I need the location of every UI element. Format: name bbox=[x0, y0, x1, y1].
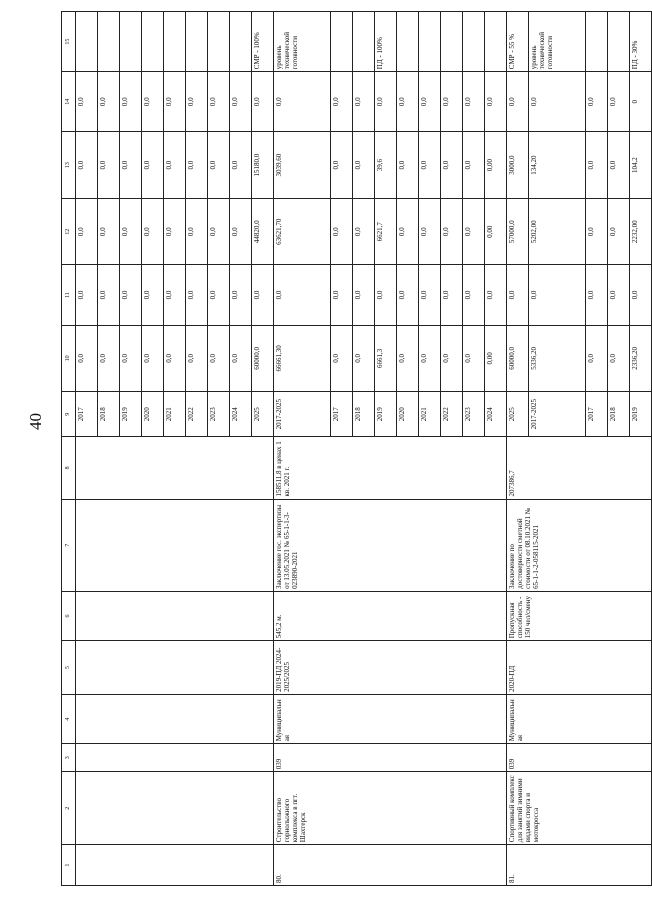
value-cell: 0,0 bbox=[142, 325, 164, 392]
value-cell: 63621,70 bbox=[274, 198, 331, 265]
year-cell: 2020 bbox=[397, 392, 419, 437]
value-cell: 0,0 bbox=[463, 325, 485, 392]
value-cell: 0,0 bbox=[331, 198, 353, 265]
value-cell: 0,0 bbox=[208, 198, 230, 265]
value-cell: 0,0 bbox=[463, 265, 485, 325]
value-cell: 0,0 bbox=[98, 265, 120, 325]
value-cell: 6621,7 bbox=[375, 198, 397, 265]
value-cell: 0,0 bbox=[586, 325, 608, 392]
value-cell: 3000,0 bbox=[507, 132, 529, 199]
value-cell: 0,0 bbox=[208, 72, 230, 132]
value-cell: 0,0 bbox=[164, 325, 186, 392]
note-cell bbox=[397, 12, 419, 72]
value-cell: 0,0 bbox=[98, 325, 120, 392]
value-cell: 0,0 bbox=[608, 198, 630, 265]
value-cell: 0,0 bbox=[353, 325, 375, 392]
project-80-cost: 158511,8 в ценах 1 кв. 2021 г. bbox=[274, 437, 507, 499]
value-cell: 0,0 bbox=[274, 265, 331, 325]
value-cell: 3039,60 bbox=[274, 132, 331, 199]
value-cell: 0,0 bbox=[142, 72, 164, 132]
column-header: 8 bbox=[62, 437, 76, 499]
value-cell: 0,0 bbox=[375, 265, 397, 325]
year-cell: 2018 bbox=[98, 392, 120, 437]
value-cell: 0,0 bbox=[485, 72, 507, 132]
value-cell: 0,0 bbox=[375, 72, 397, 132]
value-cell: 0,0 bbox=[120, 325, 142, 392]
value-cell: 0,0 bbox=[76, 265, 98, 325]
column-header: 5 bbox=[62, 641, 76, 695]
value-cell: 0,0 bbox=[397, 198, 419, 265]
value-cell: 60000,0 bbox=[507, 325, 529, 392]
project-80-name: Строительство горнолыжного комплекса в пгт. Шахтерск bbox=[274, 772, 507, 845]
year-cell: 2019 bbox=[630, 392, 652, 437]
column-header: 6 bbox=[62, 591, 76, 640]
value-cell: 0,0 bbox=[208, 132, 230, 199]
year-cell: 2017 bbox=[76, 392, 98, 437]
value-cell: 0,0 bbox=[397, 72, 419, 132]
project-80-doc: Заключение гос. экспертизы от 13.05.2021 № 65-1-1-3-023890-2021 bbox=[274, 499, 507, 591]
value-cell: 0,0 bbox=[142, 132, 164, 199]
value-cell: 0,0 bbox=[230, 72, 252, 132]
empty-cell bbox=[76, 499, 274, 591]
table-row bbox=[507, 12, 529, 886]
value-cell: 0,0 bbox=[186, 72, 208, 132]
table-row bbox=[76, 12, 98, 886]
note-cell bbox=[208, 12, 230, 72]
value-cell: 0,0 bbox=[419, 72, 441, 132]
value-cell: 0,0 bbox=[441, 132, 463, 199]
year-cell: 2024 bbox=[230, 392, 252, 437]
value-cell: 0,0 bbox=[120, 198, 142, 265]
year-cell: 2020 bbox=[142, 392, 164, 437]
value-cell: 0,0 bbox=[441, 198, 463, 265]
value-cell: 0,0 bbox=[507, 265, 529, 325]
value-cell: 0,0 bbox=[485, 265, 507, 325]
note-cell bbox=[463, 12, 485, 72]
empty-cell bbox=[76, 845, 274, 886]
value-cell: 0,0 bbox=[230, 132, 252, 199]
value-cell: 0,0 bbox=[353, 132, 375, 199]
value-cell: 0,0 bbox=[186, 265, 208, 325]
value-cell: 0,0 bbox=[76, 325, 98, 392]
value-cell: 0,0 bbox=[441, 265, 463, 325]
note-cell bbox=[230, 12, 252, 72]
note-cell bbox=[164, 12, 186, 72]
empty-cell bbox=[76, 437, 274, 499]
value-cell: 0,0 bbox=[331, 132, 353, 199]
note-cell: уровень технической готовности bbox=[529, 12, 586, 72]
value-cell: 0,0 bbox=[353, 198, 375, 265]
value-cell: 66661,30 bbox=[274, 325, 331, 392]
year-cell: 2017-2025 bbox=[529, 392, 586, 437]
value-cell: 6661,3 bbox=[375, 325, 397, 392]
note-cell bbox=[76, 12, 98, 72]
value-cell: 0,0 bbox=[230, 198, 252, 265]
column-header: 14 bbox=[62, 72, 76, 132]
column-header: 15 bbox=[62, 12, 76, 72]
value-cell: 0,0 bbox=[353, 265, 375, 325]
column-header: 13 bbox=[62, 132, 76, 199]
value-cell: 0,0 bbox=[164, 72, 186, 132]
note-cell bbox=[186, 12, 208, 72]
table-row bbox=[274, 12, 331, 886]
project-80-code: 039 bbox=[274, 744, 507, 772]
column-header: 10 bbox=[62, 325, 76, 392]
value-cell: 0,0 bbox=[331, 265, 353, 325]
value-cell: 0,0 bbox=[419, 265, 441, 325]
project-81-cost: 207386,7 bbox=[507, 437, 652, 499]
empty-cell bbox=[76, 772, 274, 845]
project-81-name: Спортивный комплекс для занятий зимними видами спорта и мотокросса bbox=[507, 772, 652, 845]
year-cell: 2018 bbox=[608, 392, 630, 437]
year-cell: 2021 bbox=[419, 392, 441, 437]
column-header: 3 bbox=[62, 744, 76, 772]
empty-cell bbox=[76, 641, 274, 695]
value-cell: 0,0 bbox=[252, 72, 274, 132]
value-cell: 0,0 bbox=[76, 198, 98, 265]
year-cell: 2017 bbox=[586, 392, 608, 437]
column-header: 12 bbox=[62, 198, 76, 265]
value-cell: 0,0 bbox=[142, 198, 164, 265]
value-cell: 0,00 bbox=[485, 132, 507, 199]
value-cell: 0,0 bbox=[463, 72, 485, 132]
value-cell: 0,0 bbox=[142, 265, 164, 325]
value-cell: 0,0 bbox=[76, 72, 98, 132]
value-cell: 0,0 bbox=[353, 72, 375, 132]
value-cell: 15180,0 bbox=[252, 132, 274, 199]
column-header: 4 bbox=[62, 694, 76, 743]
value-cell: 0,0 bbox=[608, 132, 630, 199]
value-cell: 0,0 bbox=[331, 72, 353, 132]
value-cell: 0,0 bbox=[120, 132, 142, 199]
value-cell: 0,0 bbox=[164, 132, 186, 199]
value-cell: 60000,0 bbox=[252, 325, 274, 392]
value-cell: 0,00 bbox=[485, 198, 507, 265]
project-80-owner: Муниципальная bbox=[274, 694, 507, 743]
value-cell: 0,0 bbox=[186, 198, 208, 265]
value-cell: 0,0 bbox=[586, 265, 608, 325]
project-80-capacity: 545,2 м. bbox=[274, 591, 507, 640]
year-cell: 2019 bbox=[120, 392, 142, 437]
value-cell: 0,0 bbox=[463, 198, 485, 265]
value-cell: 0,0 bbox=[164, 198, 186, 265]
value-cell: 39,6 bbox=[375, 132, 397, 199]
project-81-doc: Заключение по достоверности сметной стоимости от 08.10.2021 № 65-1-1-2-058115-2021 bbox=[507, 499, 652, 591]
value-cell: 0,0 bbox=[463, 132, 485, 199]
note-cell bbox=[353, 12, 375, 72]
value-cell: 0,0 bbox=[441, 325, 463, 392]
value-cell: 0,0 bbox=[529, 72, 586, 132]
note-cell bbox=[142, 12, 164, 72]
column-header: 7 bbox=[62, 499, 76, 591]
value-cell: 0,0 bbox=[98, 132, 120, 199]
rotated-table-wrapper bbox=[61, 11, 639, 886]
value-cell: 2336,20 bbox=[630, 325, 652, 392]
project-80-n: 80. bbox=[274, 845, 507, 886]
project-81-capacity: Пропускная способность - 150 чел/смену bbox=[507, 591, 652, 640]
year-cell: 2023 bbox=[208, 392, 230, 437]
value-cell: 0,0 bbox=[529, 265, 586, 325]
note-cell bbox=[608, 12, 630, 72]
empty-cell bbox=[76, 694, 274, 743]
year-cell: 2022 bbox=[186, 392, 208, 437]
value-cell: 0,0 bbox=[230, 265, 252, 325]
value-cell: 0,0 bbox=[586, 198, 608, 265]
year-cell: 2023 bbox=[463, 392, 485, 437]
project-81-period: 2020-ПД bbox=[507, 641, 652, 695]
value-cell: 5336,20 bbox=[529, 325, 586, 392]
year-cell: 2025 bbox=[507, 392, 529, 437]
value-cell: 104,2 bbox=[630, 132, 652, 199]
value-cell: 0,0 bbox=[507, 72, 529, 132]
note-cell bbox=[120, 12, 142, 72]
value-cell: 0,0 bbox=[164, 265, 186, 325]
value-cell: 0,0 bbox=[230, 325, 252, 392]
value-cell: 0,0 bbox=[441, 72, 463, 132]
column-header: 1 bbox=[62, 845, 76, 886]
value-cell: 44820,0 bbox=[252, 198, 274, 265]
empty-cell bbox=[76, 744, 274, 772]
value-cell: 0,0 bbox=[208, 325, 230, 392]
value-cell: 0,0 bbox=[186, 132, 208, 199]
value-cell: 0,0 bbox=[397, 265, 419, 325]
value-cell: 0,0 bbox=[98, 72, 120, 132]
note-cell bbox=[586, 12, 608, 72]
year-cell: 2019 bbox=[375, 392, 397, 437]
column-number-row bbox=[62, 12, 76, 886]
note-cell: уровень технической готовности bbox=[274, 12, 331, 72]
note-cell bbox=[419, 12, 441, 72]
year-cell: 2025 bbox=[252, 392, 274, 437]
value-cell: 0,0 bbox=[397, 132, 419, 199]
value-cell: 0,0 bbox=[98, 198, 120, 265]
value-cell: 0,0 bbox=[76, 132, 98, 199]
column-header: 11 bbox=[62, 265, 76, 325]
note-cell bbox=[485, 12, 507, 72]
value-cell: 0,0 bbox=[608, 72, 630, 132]
value-cell: 134,20 bbox=[529, 132, 586, 199]
page-number: 40 bbox=[26, 413, 45, 430]
value-cell: 0,0 bbox=[608, 325, 630, 392]
year-cell: 2021 bbox=[164, 392, 186, 437]
value-cell: 0 bbox=[630, 72, 652, 132]
column-header: 2 bbox=[62, 772, 76, 845]
year-cell: 2018 bbox=[353, 392, 375, 437]
year-cell: 2017 bbox=[331, 392, 353, 437]
value-cell: 0,0 bbox=[630, 265, 652, 325]
value-cell: 0,0 bbox=[120, 265, 142, 325]
year-cell: 2017-2025 bbox=[274, 392, 331, 437]
value-cell: 0,0 bbox=[419, 325, 441, 392]
value-cell: 0,0 bbox=[208, 265, 230, 325]
value-cell: 0,0 bbox=[331, 325, 353, 392]
project-80-period: 2019-ПД 2024-2025/2025 bbox=[274, 641, 507, 695]
value-cell: 0,00 bbox=[485, 325, 507, 392]
note-cell: ПД - 30% bbox=[630, 12, 652, 72]
value-cell: 0,0 bbox=[120, 72, 142, 132]
note-cell bbox=[331, 12, 353, 72]
value-cell: 0,0 bbox=[586, 132, 608, 199]
year-cell: 2022 bbox=[441, 392, 463, 437]
note-cell: ПД - 100% bbox=[375, 12, 397, 72]
project-81-owner: Муниципальная bbox=[507, 694, 652, 743]
investment-projects-table bbox=[61, 11, 652, 886]
note-cell: СМР - 100% bbox=[252, 12, 274, 72]
year-cell: 2024 bbox=[485, 392, 507, 437]
note-cell bbox=[98, 12, 120, 72]
value-cell: 0,0 bbox=[252, 265, 274, 325]
value-cell: 0,0 bbox=[274, 72, 331, 132]
empty-cell bbox=[76, 591, 274, 640]
value-cell: 0,0 bbox=[586, 72, 608, 132]
value-cell: 0,0 bbox=[397, 325, 419, 392]
value-cell: 5202,00 bbox=[529, 198, 586, 265]
value-cell: 57000,0 bbox=[507, 198, 529, 265]
note-cell: СМР - 55 % bbox=[507, 12, 529, 72]
note-cell bbox=[441, 12, 463, 72]
value-cell: 0,0 bbox=[186, 325, 208, 392]
value-cell: 0,0 bbox=[419, 198, 441, 265]
project-81-n: 81. bbox=[507, 845, 652, 886]
value-cell: 0,0 bbox=[608, 265, 630, 325]
project-81-code: 039 bbox=[507, 744, 652, 772]
column-header: 9 bbox=[62, 392, 76, 437]
value-cell: 0,0 bbox=[419, 132, 441, 199]
value-cell: 2232,00 bbox=[630, 198, 652, 265]
